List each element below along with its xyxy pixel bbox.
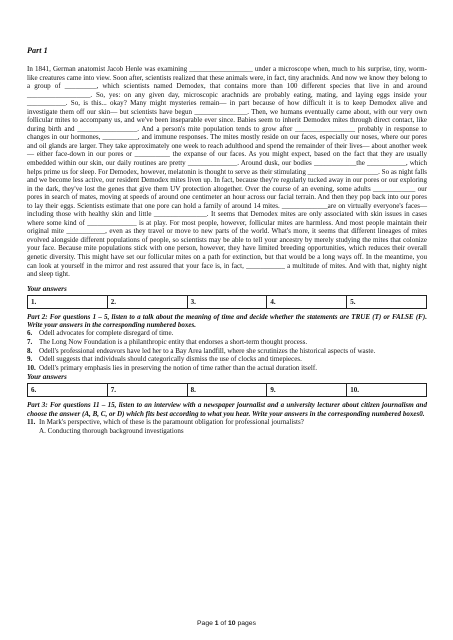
page-content bbox=[27, 46, 427, 435]
question-11 bbox=[27, 418, 427, 427]
question-text: Odell's primary emphasis lies in preserving the notion of time rather than the actual duration itself. bbox=[39, 363, 317, 372]
answer-box-3[interactable]: 3. bbox=[187, 295, 267, 308]
page-footer bbox=[0, 620, 453, 627]
answer-box-4[interactable]: 4. bbox=[267, 295, 347, 308]
question-number: 10. bbox=[27, 363, 36, 372]
question-number: 7. bbox=[27, 338, 33, 347]
question-6 bbox=[27, 329, 427, 338]
question-text: Odell suggests that individuals should categorically dismiss the use of clocks and timepieces. bbox=[39, 355, 302, 364]
question-number: 8. bbox=[27, 346, 33, 355]
answers1-table bbox=[27, 295, 427, 309]
part1-title: Part 1 bbox=[27, 46, 48, 55]
answer-box-1[interactable]: 1. bbox=[28, 295, 108, 308]
question-number: 6. bbox=[27, 329, 33, 338]
answer-box-6[interactable]: 6. bbox=[28, 384, 108, 397]
option-a: A. Conducting thorough background investigations bbox=[39, 426, 184, 435]
question-text: Odell advocates for complete disregard of time. bbox=[39, 329, 174, 338]
answers2-table bbox=[27, 383, 427, 397]
footer-total-pages: 10 bbox=[228, 620, 236, 627]
answer-box-2[interactable]: 2. bbox=[107, 295, 187, 308]
answers2-row bbox=[28, 384, 427, 397]
answer-box-10[interactable]: 10. bbox=[347, 384, 427, 397]
part2-instruction: Part 2: For questions 1 – 5, listen to a talk about the meaning of time and decide whether the statements are TRUE (T) or FALSE (F). Write your answers in the corresponding numbered boxes. bbox=[27, 312, 427, 330]
answers1-label: Your answers bbox=[27, 284, 67, 293]
question-text: The Long Now Foundation is a philanthropic entity that endorses a short-term thought process. bbox=[39, 338, 308, 347]
answer-box-5[interactable]: 5. bbox=[347, 295, 427, 308]
question-text: In Mark's perspective, which of these is the paramount obligation for professional journalists? bbox=[39, 418, 304, 427]
answers1-row bbox=[28, 295, 427, 308]
question-9 bbox=[27, 355, 427, 364]
part3-instruction: Part 3: For questions 11 – 15, listen to an interview with a newspaper journalist and a university lecturer about citizen journalism and choose the answer (A, B, C, or D) which fits best according to what you hear. Write your answers in the corresponding numbered boxes0. bbox=[27, 401, 427, 418]
question-number: 11. bbox=[27, 418, 36, 427]
question-7 bbox=[27, 338, 427, 347]
footer-page-number: 1 bbox=[214, 620, 219, 627]
answer-box-7[interactable]: 7. bbox=[107, 384, 187, 397]
answer-box-8[interactable]: 8. bbox=[187, 384, 267, 397]
part1-passage: In 1841, German anatomist Jacob Henle was examining __________________ under a microscope when, much to his surprise, tiny, worm-like creatures came into view. Soon after, scientists realized that these animals were, in fact, tiny arachnids. And now we know they belong to a group of _________, which scientists named Demodex, that contains more than 100 different species that live in and around __________________. So, yes: on any given day, microscopic arachnids are probably eating, mating, and laying eggs inside your ___________. So, is this... okay? Many might mysteries remain— in part because of how difficult it is to keep Demodex alive and investigate them off our skin— but scientists have begun _______________. Then, we humans eventually came about, with our very own follicular mites to accompany us, and we've been inseparable ever since. Babies seem to inherit Demodex mites through direct contact, like during birth and _________________. And a person's mite population tends to grow after _________________ probably in response to changes in our hormones, __________, and immune responses. The mites mostly reside on our faces, especially our noses, where our pores and oil glands are larger. They take approximately one week to reach adulthood and spend the remainder of their lives— about another week— either face-down in our pores or __________ the expanse of our faces. As you might expect, based on the fact that they are usually embedded within our skin, our daily routines are pretty ______________. Around dusk, our bodies ____________the ___________, which helps prime us for sleep. For Demodex, however, melatonin is thought to serve as their stimulating ____________________. So as night falls and we become less active, our resident Demodex mites liven up. In fact, because they're regularly tucked away in our pores or our exploring in the dark, they've lost the genes that give them UV protection altogether. Over the course of an evening, some adults ____________ our pores in search of mates, moving at speeds of around one centimeter an hour across our facial terrain. And then they pop back into our pores to lay their eggs. Scientists estimate that one pore can hold a family of around 14 mites. _____________are on virtually everyone's faces— including those with healthy skin and little _______________. It seems that Demodex mites are only associated with skin issues in cases where some kind of ______________ is at play. For most people, however, follicular mites are harmless. And most people maintain their original mite ___________, even as they travel or move to new parts of the world. What's more, it seems that different lineages of mites evolved alongside different populations of people, so scientists may be able to tell your ancestry by merely studying the mites that colonize your face. Because mite populations stick with one person, however, they have limited breeding opportunities, which reduces their overall genetic diversity. This might have set our follicular mites on a path for extinction, but that would be a long ways off. In the meantime, you can look at yourself in the mirror and rest assured that your face is, in fact, ___________ a multitude of mites. And with that, nighty night and sleep tight. bbox=[27, 65, 427, 279]
question-number: 9. bbox=[27, 355, 33, 364]
answer-box-9[interactable]: 9. bbox=[267, 384, 347, 397]
footer-mid: of bbox=[218, 620, 228, 627]
footer-prefix: Page bbox=[197, 620, 215, 627]
question-text: Odell's professional endeavors have led her to a Bay Area landfill, where she scrutinizes the historical aspects of waste. bbox=[39, 346, 376, 355]
answers2-label: Your answers bbox=[27, 373, 67, 382]
footer-suffix: pages bbox=[235, 620, 256, 627]
question-10 bbox=[27, 364, 427, 373]
question-8 bbox=[27, 347, 427, 356]
